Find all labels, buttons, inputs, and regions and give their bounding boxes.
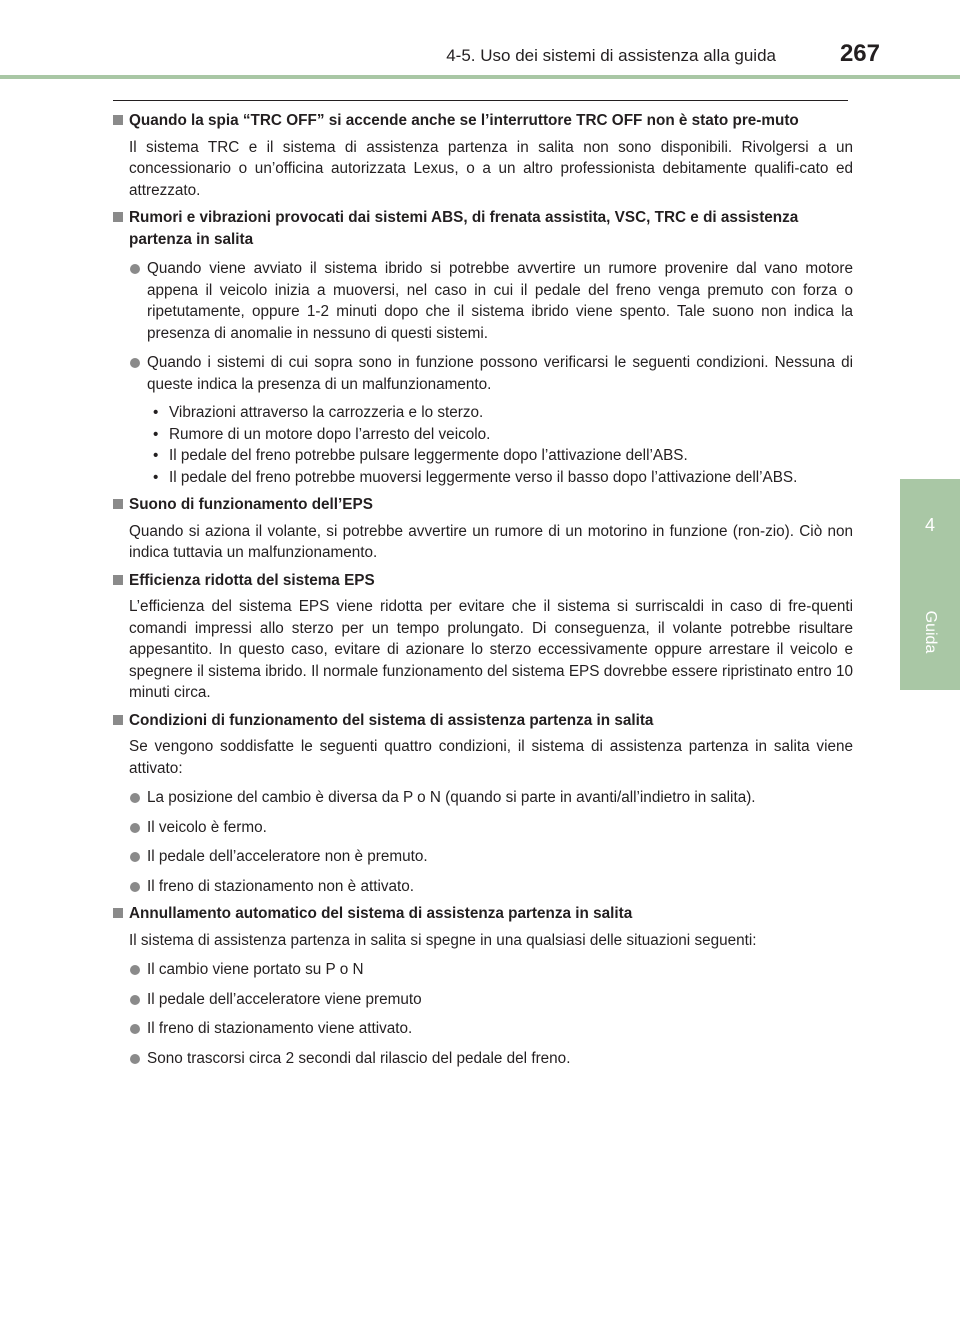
sub-list-text: Il pedale del freno potrebbe muoversi leggermente verso il basso dopo l’attivazione dell’ABS.	[169, 468, 798, 486]
bullet-item	[113, 989, 853, 1011]
page-number: 267	[839, 40, 880, 67]
round-bullet-icon	[130, 358, 140, 368]
section-heading-text: Efficienza ridotta del sistema EPS	[129, 571, 375, 589]
round-bullet-icon	[130, 995, 140, 1005]
bullet-text: Il freno di stazionamento viene attivato.	[147, 1020, 413, 1037]
sub-list-item	[113, 402, 853, 424]
bullet-text: Il freno di stazionamento non è attivato.	[147, 877, 415, 895]
bullet-text: Quando i sistemi di cui sopra sono in funzione possono verificarsi le seguenti condizioni. Nessuna di queste indica la presenza di un malfunzionamento.	[147, 354, 853, 393]
section-heading	[113, 570, 853, 592]
sub-list-text: Il pedale del freno potrebbe pulsare leggermente dopo l’attivazione dell’ABS.	[169, 447, 688, 464]
bullet-item	[113, 352, 853, 395]
square-bullet-icon	[113, 908, 123, 918]
bullet-text: Quando viene avviato il sistema ibrido si potrebbe avvertire un rumore provenire dal vano motore appena il veicolo inizia a muoversi, nel caso in cui il pedale del freno venga premuto con forza o ripetutamente, oppure 1-2 minuti dopo che il sistema ibrido viene spento. Tale suono non indica la presenza di anomalie in nessuno di questi sistemi.	[147, 260, 853, 342]
round-bullet-icon	[130, 793, 140, 803]
square-bullet-icon	[113, 212, 123, 222]
square-bullet-icon	[113, 115, 123, 125]
section-heading	[113, 207, 853, 250]
dot-marker-icon: •	[153, 404, 159, 421]
round-bullet-icon	[130, 965, 140, 975]
section-heading-text: Quando la spia “TRC OFF” si accende anche se l’interruttore TRC OFF non è stato pre-muto	[129, 112, 799, 129]
bullet-item	[113, 817, 853, 839]
bullet-item	[113, 787, 853, 809]
round-bullet-icon	[130, 823, 140, 833]
sub-list-text: Vibrazioni attraverso la carrozzeria e lo sterzo.	[169, 404, 484, 421]
chapter-tab	[900, 479, 960, 690]
bullet-item	[113, 876, 853, 898]
content	[113, 110, 853, 1069]
header-rule	[0, 75, 960, 79]
section-paragraph: Se vengono soddisfatte le seguenti quattro condizioni, il sistema di assistenza partenza in salita viene attivato:	[129, 738, 853, 777]
square-bullet-icon	[113, 715, 123, 725]
round-bullet-icon	[130, 852, 140, 862]
section-paragraph: Il sistema di assistenza partenza in salita si spegne in una qualsiasi delle situazioni seguenti:	[129, 931, 757, 949]
section-paragraph: Quando si aziona il volante, si potrebbe avvertire un rumore di un motorino in funzione (ron-zio). Ciò non indica tuttavia un malfunzionamento.	[129, 522, 853, 561]
sub-list-item	[113, 445, 853, 467]
bullet-item	[113, 959, 853, 981]
bullet-text: Il cambio viene portato su P o N	[147, 961, 364, 978]
bullet-text: Sono trascorsi circa 2 secondi dal rilascio del pedale del freno.	[147, 1049, 571, 1067]
sub-list-item	[113, 424, 853, 446]
bullet-item	[113, 1018, 853, 1040]
section-heading	[113, 710, 853, 732]
section-paragraph: Il sistema TRC e il sistema di assistenza partenza in salita non sono disponibili. Rivolgersi a un concessionario o un’officina autorizzata Lexus, o a un altro professionista debitamente qualifi-cato ed attrezzato.	[129, 138, 853, 199]
bullet-text: Il pedale dell’acceleratore non è premuto.	[147, 848, 428, 865]
section-heading-text: Condizioni di funzionamento del sistema di assistenza partenza in salita	[129, 711, 654, 729]
round-bullet-icon	[130, 1054, 140, 1064]
dot-marker-icon: •	[153, 447, 159, 464]
content-top-rule	[113, 100, 848, 101]
section-heading-text: Annullamento automatico del sistema di assistenza partenza in salita	[129, 905, 633, 922]
round-bullet-icon	[130, 882, 140, 892]
round-bullet-icon	[130, 1024, 140, 1034]
sub-list	[113, 402, 853, 488]
bullet-item	[113, 846, 853, 868]
dot-marker-icon: •	[153, 468, 159, 486]
section-heading	[113, 110, 853, 132]
square-bullet-icon	[113, 499, 123, 509]
bullet-item	[113, 1048, 853, 1070]
bullet-text: La posizione del cambio è diversa da P o N (quando si parte in avanti/all’indietro in salita).	[147, 789, 756, 806]
sub-list-item	[113, 467, 853, 489]
square-bullet-icon	[113, 575, 123, 585]
section-paragraph: L’efficienza del sistema EPS viene ridotta per evitare che il sistema si surriscaldi in caso di fre-quenti comandi impressi allo sterzo per un tempo prolungato. Di conseguenza, il volante potrebbe risultare appesantito. In questo caso, evitare di azionare lo sterzo eccessivamente oppure arrestare il veicolo e spegnere il sistema ibrido. Il normale funzionamento del sistema EPS dovrebbe essere ripristinato entro 10 minuti circa.	[129, 598, 853, 701]
chapter-number: 4	[924, 515, 935, 535]
section-heading-text: Suono di funzionamento dell’EPS	[129, 496, 373, 513]
round-bullet-icon	[130, 264, 140, 274]
chapter-name: Guida	[922, 610, 939, 654]
bullet-text: Il veicolo è fermo.	[147, 818, 267, 836]
section-heading-text: Rumori e vibrazioni provocati dai sistemi ABS, di frenata assistita, VSC, TRC e di assistenza partenza in salita	[129, 209, 799, 248]
sub-list-text: Rumore di un motore dopo l’arresto del veicolo.	[169, 425, 491, 443]
bullet-item	[113, 258, 853, 344]
section-title: 4-5. Uso dei sistemi di assistenza alla guida	[446, 46, 776, 65]
bullet-text: Il pedale dell’acceleratore viene premuto	[147, 990, 422, 1008]
section-heading	[113, 903, 853, 925]
section-heading	[113, 494, 853, 516]
dot-marker-icon: •	[153, 425, 159, 443]
